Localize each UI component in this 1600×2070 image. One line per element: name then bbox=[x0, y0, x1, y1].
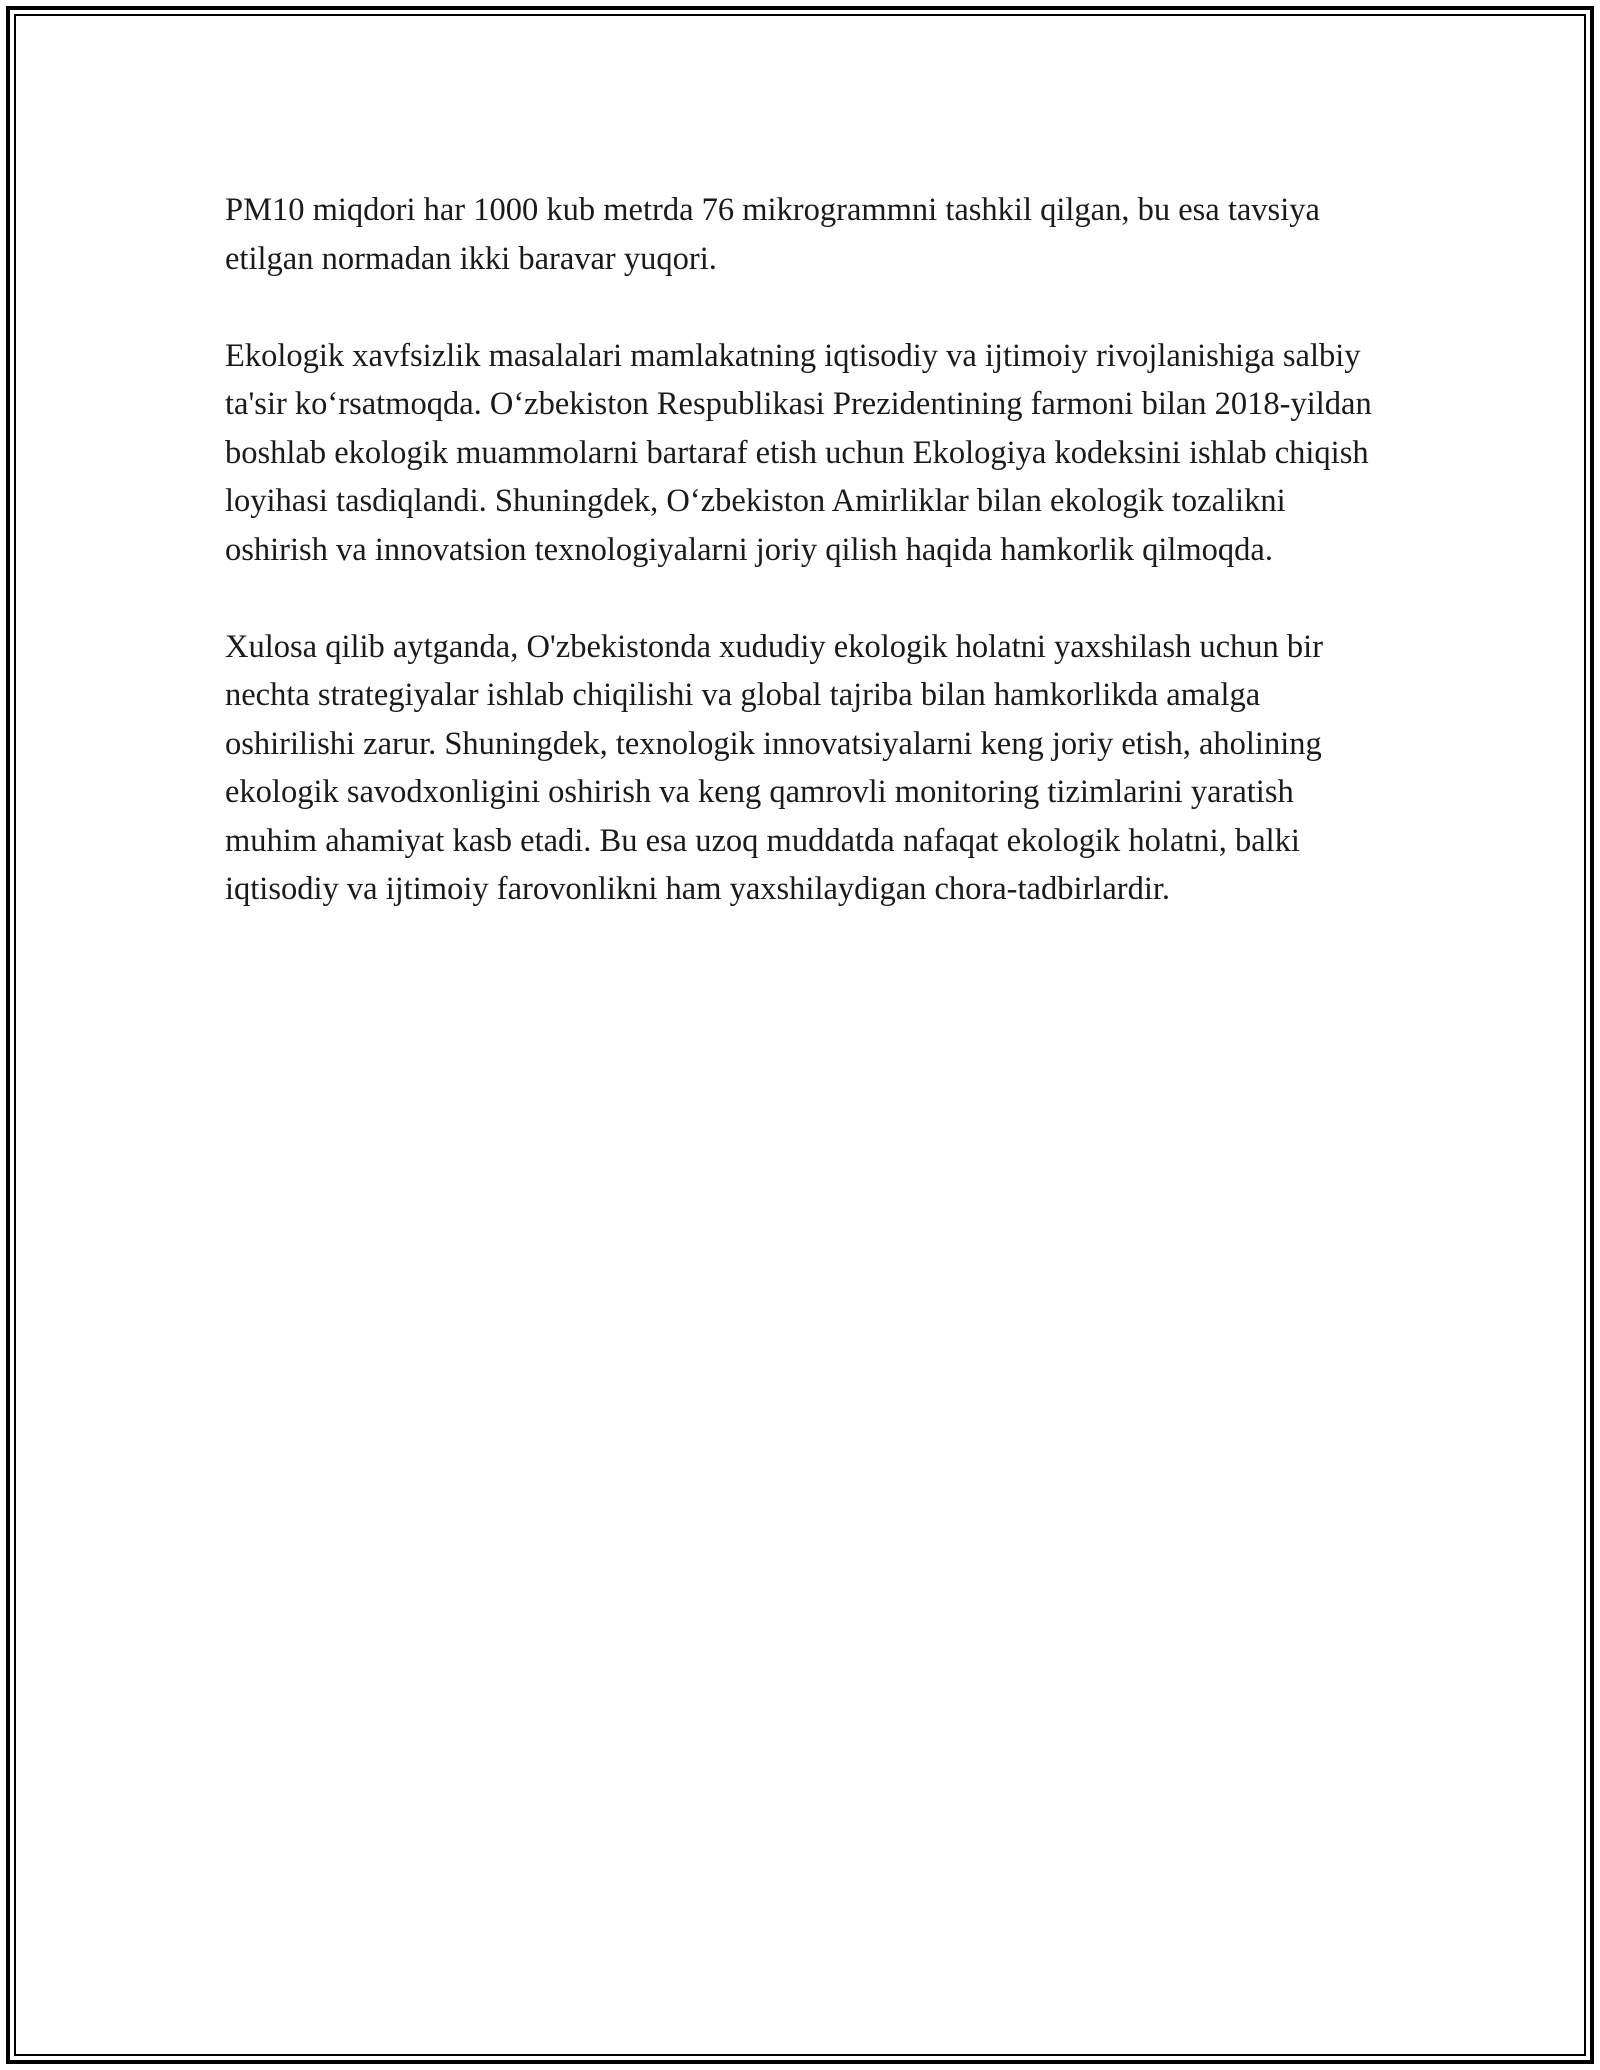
paragraph-ecological-security: Ekologik xavfsizlik masalalari mamlakatning iqtisodiy va ijtimoiy rivojlanishiga salbiy ta'sir koʻrsatmoqda. Oʻzbekiston Respublikasi Prezidentining farmoni bilan 2018-yildan boshlab ekologik muammolarni bartaraf etish uchun Ekologiya kodeksini ishlab chiqish loyihasi tasdiqlandi. Shuningdek, Oʻzbekiston Amirliklar bilan ekologik tozalikni oshirish va innovatsion texnologiyalarni joriy qilish haqida hamkorlik qilmoqda. bbox=[225, 337, 1372, 568]
paragraph-conclusion: Xulosa qilib aytganda, O'zbekistonda xududiy ekologik holatni yaxshilash uchun bir nechta strategiyalar ishlab chiqilishi va global tajriba bilan hamkorlikda amalga oshirilishi zarur. Shuningdek, texnologik innovatsiyalarni keng joriy etish, aholining ekologik savodxonligini oshirish va keng qamrovli monitoring tizimlarini yaratish muhim ahamiyat kasb etadi. Bu esa uzoq muddatda nafaqat ekologik holatni, balki iqtisodiy va ijtimoiy farovonlikni ham yaxshilaydigan chora-tadbirlardir. bbox=[225, 628, 1324, 907]
document-body bbox=[225, 186, 1375, 962]
paragraph-pm10: PM10 miqdori har 1000 kub metrda 76 mikrogrammni tashkil qilgan, bu esa tavsiya etilgan normadan ikki baravar yuqori. bbox=[225, 192, 1320, 277]
